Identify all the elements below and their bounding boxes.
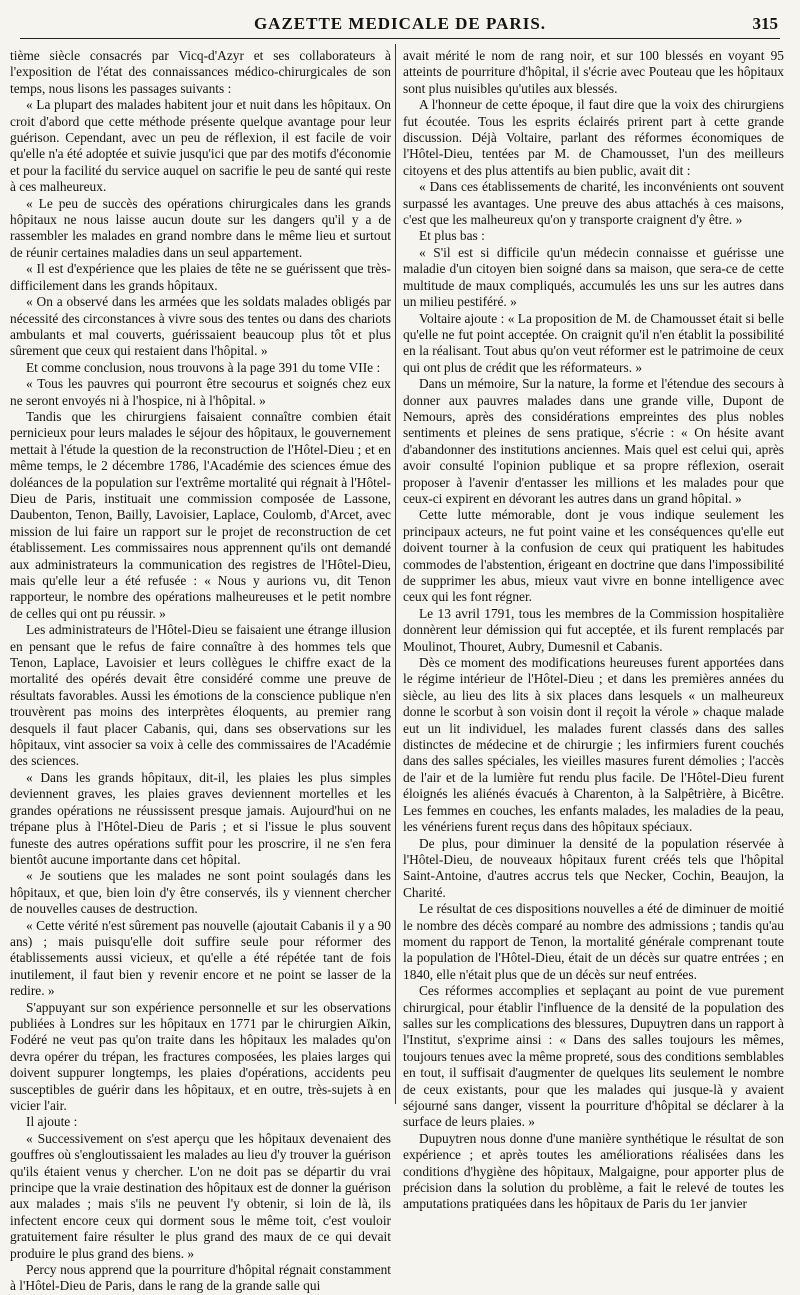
paragraph: « On a observé dans les armées que les soldats malades obligés par nécessité des circonstances à vivre sous des tentes ou dans des chariots ambulants et mal couverts, guérissaient beaucoup plus tôt et plus sûrement que ceux qui restaient dans l'hôpital. » [10,294,391,359]
paragraph: Dupuytren nous donne d'une manière synthétique le résultat de son expérience ; et après toutes les améliorations réalisées dans les conditions d'hygiène des hôpitaux, Malgaigne, pour apporter plus de précision dans la solution du problème, a fait le relevé de toutes les amputations pratiquées dans les hôpitaux de Paris du 1er janvier [403,1130,784,1212]
paragraph: « La plupart des malades habitent jour et nuit dans les hôpitaux. On croit d'abord que cette méthode présente quelque avantage pour leur guérison. Cependant, avec un peu de réflexion, il est facile de voir qu'elle n'a été adoptée et suivie jusqu'ici que par des motifs d'économie et pour la facilité du service auquel on sacrifie le peu de santé qui reste à ces malheureux. [10,97,391,195]
paragraph: Dès ce moment des modifications heureuses furent apportées dans le régime intérieur de l'Hôtel-Dieu ; et dans les premières années du siècle, au lieu des lits à six places dans lesquels « un malheureux donne le scorbut à son voisin dont il reçoit la vérole » chaque malade eut un lit individuel, les malades furent classés dans des salles distinctes de médecine et de chirurgie ; les infirmiers furent couchés dans des salles spéciales, les vieilles masures furent démolies ; l'accès de l'air et de la lumière fut rendu plus facile. De l'Hôtel-Dieu furent éloignés les aliénés évacués à Charenton, à la Salpêtrière, à Bicêtre. Les femmes en couches, les enfants malades, les maladies de la peau, les vénériens furent reçus dans des hôpitaux spéciaux. [403,655,784,835]
paragraph: avait mérité le nom de rang noir, et sur 100 blessés en voyant 95 atteints de pourriture d'hôpital, il s'écrie avec Pouteau que les hôpitaux sont plus nuisibles qu'utiles aux blessés. [403,48,784,96]
column-divider [395,44,396,1104]
paragraph: A l'honneur de cette époque, il faut dire que la voix des chirurgiens fut écoutée. Tous les esprits éclairés prirent part à cette grande discussion. Déjà Voltaire, parlant des réformes économiques de l'Hôtel-Dieu, tentées par M. de Chamousset, l'un des meilleurs citoyens et des plus attentifs au bien public, avait dit : [403,97,784,178]
paragraph: « Successivement on s'est aperçu que les hôpitaux devenaient des gouffres où s'engloutissaient les malades au lieu d'y trouver la guérison qu'ils étaient venus y chercher. L'on ne doit pas se départir du vrai principe que la vraie destination des hôpitaux est de donner la guérison aux malades ; mais s'ils ne peuvent l'y obtenir, si loin de là, ils infectent encore ceux qui dorment sous le même toit, c'est vouloir gratuitement faire résulter le plus grand des maux de ce qui devait produire le plus grand des biens. » [10,1130,391,1261]
paragraph: tième siècle consacrés par Vicq-d'Azyr et ses collaborateurs à l'exposition de l'état des connaissances médico-chirurgicales de son temps, nous lisons les passages suivants : [10,48,391,96]
paragraph: Le résultat de ces dispositions nouvelles a été de diminuer de moitié le nombre des décès comparé au nombre des admissions ; tandis qu'au moment du rapport de Tenon, la mortalité générale comprenant toute la population de l'Hôtel-Dieu, était de un décès sur quatre entrées ; en 1840, elle n'était plus que de un décès sur neuf entrées. [403,901,784,982]
paragraph: « Tous les pauvres qui pourront être secourus et soignés chez eux ne seront envoyés ni à l'hospice, ni à l'hôpital. » [10,376,391,408]
paragraph: Ces réformes accomplies et seplaçant au point de vue purement chirurgical, pour établir l'influence de la densité de la population des salles sur les complications des blessures, Dupuytren dans un rapport à l'Institut, s'exprime ainsi : « Dans des salles toujours les mêmes, toujours tenues avec la même propreté, sous des conditions semblables en tout, il suffisait d'augmenter de quelques lits seulement le nombre de ceux existants, pour que les malades qui jusque-là y avaient séjourné sans danger, vissent la pourriture d'hôpital se déclarer à la surface de leurs plaies. » [403,983,784,1130]
paragraph: « Je soutiens que les malades ne sont point soulagés dans les hôpitaux, et que, bien loin d'y être conservés, ils y viennent chercher de nouvelles causes de destruction. [10,868,391,917]
paragraph: Les administrateurs de l'Hôtel-Dieu se faisaient une étrange illusion en pensant que le refus de faire connaître à des hommes tels que Tenon, Laplace, Lavoisier et leurs collègues le chiffre exact de la mortalité des opérés devait être considéré comme une preuve de résultats favorables. Aussi les émotions de la conscience publique n'en trouvèrent pas moins des interprètes éloquents, au premier rang desquels il faut placer Cabanis, qui, dans ses observations sur les hôpitaux, vint associer sa voix à celle des commissaires de l'Académie des sciences. [10,622,391,769]
paragraph: S'appuyant sur son expérience personnelle et sur les observations publiées à Londres sur les hôpitaux en 1771 par le chirurgien Aïkin, Fodéré ne veut pas qu'on traite dans les hôpitaux les malades qu'on devra opérer du trépan, les fractures composées, les plaies larges qui doivent suppurer longtemps, les plaies d'opérations, accidents peu susceptibles de guérir dans les hôpitaux, et en outre, très-sujets à en vicier l'air. [10,999,391,1113]
paragraph: Dans un mémoire, Sur la nature, la forme et l'étendue des secours à donner aux pauvres malades dans une grande ville, Dupont de Nemours, après des considérations empreintes des plus nobles sentiments et pleines de sens pratique, s'écrie : « On hésite avant d'abandonner des institutions anciennes. Mais quel est celui qui, après avoir consulté l'opinion publique et sa propre réflexion, oserait proposer à l'avenir d'entasser les millions et les malades pour que ceux-ci expirent en dévorant les autres dans un grand hôpital. » [403,376,784,506]
paragraph: « Il est d'expérience que les plaies de tête ne se guérissent que très-difficilement dans les grands hôpitaux. [10,261,391,293]
paragraph: De plus, pour diminuer la densité de la population réservée à l'Hôtel-Dieu, de nouveaux hôpitaux furent créés tels que l'hôpital Saint-Antoine, d'autres accrus tels que Necker, Cochin, Beaujon, la Charité. [403,835,784,900]
paragraph: Et plus bas : [419,228,485,244]
paragraph: Le 13 avril 1791, tous les membres de la Commission hospitalière donnèrent leur démission qui fut acceptée, et ils furent remplacés par Moulinot, Thouret, Aubry, Dumesnil et Cabanis. [403,605,784,654]
paragraph: « S'il est si difficile qu'un médecin connaisse et guérisse une maladie d'un citoyen bien soigné dans sa maison, que sera-ce de cette multitude de maux compliqués, accumulés les uns sur les autres dans un milieu pestiféré. » [403,244,784,310]
paragraph: Percy nous apprend que la pourriture d'hôpital régnait constamment à l'Hôtel-Dieu de Paris, dans le rang de la grande salle qui [10,1262,391,1294]
right-column [403,48,784,1212]
page-header [20,12,780,39]
paragraph: Voltaire ajoute : « La proposition de M. de Chamousset était si belle qu'elle ne fut point acceptée. On craignit qu'il n'en établit la possibilité en la réalisant. Tout abus qu'on veut réformer est le patrimoine de ceux qui ont plus de crédit que les réformateurs. » [403,310,784,375]
paragraph: Il ajoute : [26,1114,78,1130]
paragraph: « Dans ces établissements de charité, les inconvénients ont souvent surpassé les avantages. Une preuve des abus attachés à ces maisons, c'est que les malheureux qu'on y transporte craignent d'y être. » [403,179,784,228]
left-column [10,48,391,1294]
running-title: GAZETTE MEDICALE DE PARIS. [253,14,547,33]
paragraph: « Dans les grands hôpitaux, dit-il, les plaies les plus simples deviennent graves, les plaies graves deviennent mortelles et les grandes opérations ne réussissent presque jamais. Aujourd'hui on ne trépane plus à l'Hôtel-Dieu de Paris ; et si l'issue le plus souvent funeste des autres opérations suffit pour les proscrire, il ne s'en fera bientôt aucune importante dans cet hôpital. [10,769,391,867]
paragraph: « Cette vérité n'est sûrement pas nouvelle (ajoutait Cabanis il y a 90 ans) ; mais puisqu'elle doit suffire seule pour réformer des établissements aussi vicieux, et qu'elle a été répétée tant de fois inutilement, il faut bien y revenir encore et ne point se lasser de la redire. » [10,917,391,999]
paragraph: « Le peu de succès des opérations chirurgicales dans les grands hôpitaux ne nous laisse aucun doute sur les dangers qu'il y a de rassembler les malades en grand nombre dans le même lieu et surtout de réunir certaines maladies dans un seul appartement. [10,195,391,260]
page-number: 315 [752,14,778,33]
paragraph: Cette lutte mémorable, dont je vous indique seulement les principaux acteurs, ne fut point vaine et les conséquences qu'elle eut doivent tourner à la confusion de ceux qui pratiquent les habitudes commodes de l'abstention, érigeant en doctrine que dans l'impossibilité de supprimer les abus, mieux vaut vivre en bonne intelligence avec ceux qui les font régner. [403,507,784,605]
paragraph: Tandis que les chirurgiens faisaient connaître combien était pernicieux pour leurs malades le séjour des hôpitaux, le gouvernement mettait à l'étude la question de la reconstruction de l'Hôtel-Dieu ; et en même temps, le 2 décembre 1786, l'Académie des sciences émue des doléances de la population sur l'extrême mortalité qui régnait à l'Hôtel-Dieu de Paris, instituait une commission composée de Lassone, Daubenton, Tenon, Bailly, Lavoisier, Laplace, Coulomb, d'Arcet, avec mission de lui faire un rapport sur le projet de reconstruction de cet établissement. Les commissaires nous apprennent qu'ils ont demandé aux administrateurs la communication des registres de l'Hôtel-Dieu, mais qu'elle leur a été refusée : « Nous y aurions vu, dit Tenon rapporteur, le nombre des opérations malheureuses et le petit nombre de celles qui ont pu réussir. » [10,408,391,621]
paragraph: Et comme conclusion, nous trouvons à la page 391 du tome VIIe : [26,359,381,375]
